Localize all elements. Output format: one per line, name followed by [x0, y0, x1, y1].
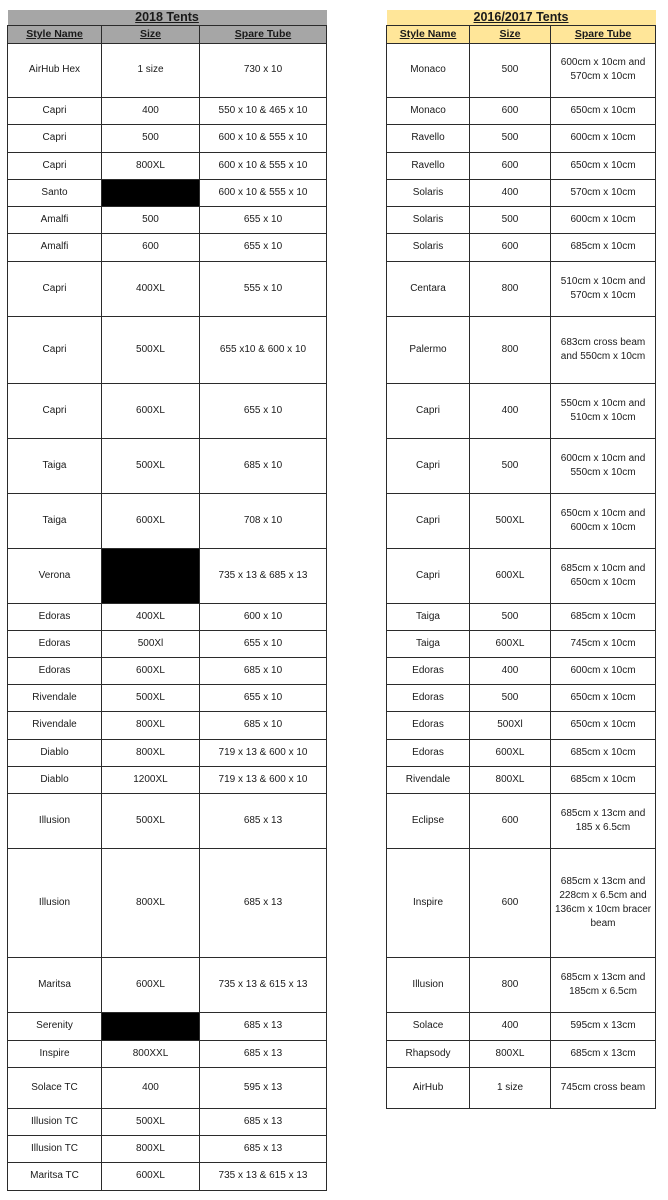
size-cell: 800XL: [470, 766, 551, 793]
table-row: [8, 233, 327, 261]
style-name-cell: Edoras: [8, 630, 102, 657]
size-cell: 600XL: [102, 1162, 200, 1190]
size-cell: 500: [470, 684, 551, 711]
style-name-cell: Santo: [8, 179, 102, 206]
table-row: [8, 684, 327, 711]
table-row: [387, 657, 656, 684]
style-name-cell: Capri: [8, 261, 102, 316]
spare-tube-cell: 650cm x 10cm and 600cm x 10cm: [551, 493, 656, 548]
style-name-cell: Inspire: [8, 1040, 102, 1067]
spare-tube-cell: 600cm x 10cm and 570cm x 10cm: [551, 43, 656, 97]
table-row: [387, 548, 656, 603]
table-row: [387, 316, 656, 383]
size-cell: 500XL: [102, 684, 200, 711]
table-body: [387, 43, 656, 1108]
table-row: [8, 152, 327, 179]
style-name-cell: Rivendale: [387, 766, 470, 793]
size-cell: 400XL: [102, 603, 200, 630]
table-row: [387, 97, 656, 124]
table-row: [8, 179, 327, 206]
spare-tube-cell: 655 x 10: [200, 383, 327, 438]
spare-tube-cell: 555 x 10: [200, 261, 327, 316]
spare-tube-cell: 600cm x 10cm: [551, 206, 656, 233]
table-row: [8, 739, 327, 766]
size-cell: 800: [470, 261, 551, 316]
table-row: [8, 957, 327, 1012]
size-cell: 500XL: [470, 493, 551, 548]
spare-tube-cell: 650cm x 10cm: [551, 97, 656, 124]
table-row: [387, 848, 656, 957]
size-cell: 500Xl: [470, 711, 551, 739]
style-name-cell: Verona: [8, 548, 102, 603]
size-cell: 600XL: [102, 493, 200, 548]
spare-tube-cell: 685 x 10: [200, 711, 327, 739]
table-row: [8, 206, 327, 233]
style-name-cell: AirHub Hex: [8, 43, 102, 97]
size-cell: 400: [470, 383, 551, 438]
style-name-cell: Amalfi: [8, 233, 102, 261]
size-cell: 600XL: [470, 548, 551, 603]
table-row: [8, 1135, 327, 1162]
table-row: [387, 603, 656, 630]
spare-tube-cell: 685cm x 10cm and 650cm x 10cm: [551, 548, 656, 603]
column-header-spare-tube: Spare Tube: [200, 25, 327, 43]
style-name-cell: Diablo: [8, 739, 102, 766]
spare-tube-cell: 600 x 10 & 555 x 10: [200, 152, 327, 179]
style-name-cell: Eclipse: [387, 793, 470, 848]
table-row: [8, 848, 327, 957]
spare-tube-cell: 685cm x 13cm and 185 x 6.5cm: [551, 793, 656, 848]
table-row: [8, 793, 327, 848]
style-name-cell: Illusion: [387, 957, 470, 1012]
spare-tube-cell: 650cm x 10cm: [551, 711, 656, 739]
table-row: [387, 739, 656, 766]
style-name-cell: Taiga: [8, 438, 102, 493]
style-name-cell: Edoras: [387, 684, 470, 711]
size-cell: 600XL: [102, 957, 200, 1012]
size-cell: 600XL: [102, 383, 200, 438]
style-name-cell: Taiga: [8, 493, 102, 548]
size-cell: 400: [470, 179, 551, 206]
style-name-cell: Palermo: [387, 316, 470, 383]
style-name-cell: Rivendale: [8, 711, 102, 739]
table-row: [387, 1067, 656, 1108]
column-header-spare-tube: Spare Tube: [551, 25, 656, 43]
style-name-cell: Solaris: [387, 233, 470, 261]
style-name-cell: Solaris: [387, 206, 470, 233]
table-row: [8, 711, 327, 739]
style-name-cell: Illusion: [8, 848, 102, 957]
table-row: [387, 1040, 656, 1067]
table-row: [8, 1162, 327, 1190]
style-name-cell: Capri: [8, 97, 102, 124]
table-row: [387, 261, 656, 316]
size-cell: 600XL: [470, 630, 551, 657]
spare-tube-cell: 510cm x 10cm and 570cm x 10cm: [551, 261, 656, 316]
spare-tube-cell: 685cm x 13cm and 228cm x 6.5cm and 136cm x 10cm bracer beam: [551, 848, 656, 957]
spare-tube-cell: 655 x 10: [200, 206, 327, 233]
table-row: [387, 1012, 656, 1040]
table-2016-2017-tents: [386, 10, 656, 1109]
table-row: [387, 233, 656, 261]
table-row: [387, 383, 656, 438]
table-row: [387, 711, 656, 739]
size-cell: 500: [470, 206, 551, 233]
table-row: [8, 630, 327, 657]
size-cell: 800XL: [102, 1135, 200, 1162]
spare-tube-cell: 570cm x 10cm: [551, 179, 656, 206]
size-cell: 800XL: [102, 848, 200, 957]
size-cell: 800XL: [470, 1040, 551, 1067]
size-cell: 500Xl: [102, 630, 200, 657]
table-row: [387, 766, 656, 793]
style-name-cell: Edoras: [8, 657, 102, 684]
spare-tube-cell: 719 x 13 & 600 x 10: [200, 766, 327, 793]
spare-tube-cell: 550cm x 10cm and 510cm x 10cm: [551, 383, 656, 438]
table-row: [387, 630, 656, 657]
style-name-cell: Inspire: [387, 848, 470, 957]
style-name-cell: Amalfi: [8, 206, 102, 233]
table-row: [8, 43, 327, 97]
table-row: [8, 97, 327, 124]
style-name-cell: Solaris: [387, 179, 470, 206]
spare-tube-cell: 685 x 13: [200, 1135, 327, 1162]
size-cell: 500: [470, 603, 551, 630]
table-row: [8, 657, 327, 684]
style-name-cell: Centara: [387, 261, 470, 316]
size-cell: 800XL: [102, 711, 200, 739]
style-name-cell: Edoras: [387, 739, 470, 766]
size-cell: 500: [102, 124, 200, 152]
spare-tube-cell: 745cm cross beam: [551, 1067, 656, 1108]
spare-tube-cell: 600 x 10 & 555 x 10: [200, 124, 327, 152]
style-name-cell: Capri: [387, 548, 470, 603]
redacted-size-cell: [102, 548, 200, 603]
spare-tube-cell: 655 x 10: [200, 630, 327, 657]
table-row: [8, 261, 327, 316]
size-cell: 500XL: [102, 316, 200, 383]
style-name-cell: Rivendale: [8, 684, 102, 711]
size-cell: 1200XL: [102, 766, 200, 793]
spare-tube-cell: 655 x10 & 600 x 10: [200, 316, 327, 383]
style-name-cell: Ravello: [387, 152, 470, 179]
table-row: [8, 1067, 327, 1108]
table-row: [8, 766, 327, 793]
table-row: [8, 1040, 327, 1067]
spare-tube-cell: 685 x 13: [200, 848, 327, 957]
table-row: [387, 152, 656, 179]
table-row: [387, 43, 656, 97]
table-row: [387, 493, 656, 548]
size-cell: 400: [102, 1067, 200, 1108]
size-cell: 400: [470, 1012, 551, 1040]
table-row: [387, 438, 656, 493]
column-header-style-name: Style Name: [8, 25, 102, 43]
spare-tube-cell: 650cm x 10cm: [551, 152, 656, 179]
table-row: [387, 957, 656, 1012]
size-cell: 500XL: [102, 1108, 200, 1135]
size-cell: 400XL: [102, 261, 200, 316]
table-title: 2016/2017 Tents: [387, 10, 656, 25]
style-name-cell: Rhapsody: [387, 1040, 470, 1067]
size-cell: 500: [470, 124, 551, 152]
size-cell: 600: [102, 233, 200, 261]
style-name-cell: Solace TC: [8, 1067, 102, 1108]
table-row: [8, 316, 327, 383]
spare-tube-cell: 719 x 13 & 600 x 10: [200, 739, 327, 766]
spare-tube-cell: 685 x 10: [200, 657, 327, 684]
style-name-cell: Taiga: [387, 603, 470, 630]
size-cell: 400: [470, 657, 551, 684]
size-cell: 600: [470, 97, 551, 124]
table-row: [387, 793, 656, 848]
spare-tube-cell: 600 x 10 & 555 x 10: [200, 179, 327, 206]
style-name-cell: Maritsa: [8, 957, 102, 1012]
spare-tube-cell: 600cm x 10cm: [551, 657, 656, 684]
table-row: [8, 124, 327, 152]
table-row: [387, 179, 656, 206]
size-cell: 1 size: [102, 43, 200, 97]
style-name-cell: Capri: [387, 383, 470, 438]
table-row: [387, 124, 656, 152]
style-name-cell: Ravello: [387, 124, 470, 152]
size-cell: 800: [470, 957, 551, 1012]
spare-tube-cell: 595 x 13: [200, 1067, 327, 1108]
spare-tube-cell: 685cm x 10cm: [551, 603, 656, 630]
size-cell: 600: [470, 233, 551, 261]
table-row: [387, 684, 656, 711]
style-name-cell: AirHub: [387, 1067, 470, 1108]
style-name-cell: Illusion TC: [8, 1135, 102, 1162]
spare-tube-cell: 600 x 10: [200, 603, 327, 630]
table-row: [8, 603, 327, 630]
column-header-size: Size: [470, 25, 551, 43]
style-name-cell: Illusion: [8, 793, 102, 848]
table-row: [387, 206, 656, 233]
spare-tube-cell: 708 x 10: [200, 493, 327, 548]
spare-tube-cell: 730 x 10: [200, 43, 327, 97]
table-row: [8, 548, 327, 603]
size-cell: 600XL: [102, 657, 200, 684]
spare-tube-cell: 685cm x 13cm and 185cm x 6.5cm: [551, 957, 656, 1012]
size-cell: 500: [470, 438, 551, 493]
spare-tube-cell: 655 x 10: [200, 233, 327, 261]
style-name-cell: Monaco: [387, 43, 470, 97]
style-name-cell: Capri: [8, 124, 102, 152]
spare-tube-cell: 685cm x 10cm: [551, 739, 656, 766]
size-cell: 800XL: [102, 739, 200, 766]
table-body: [8, 43, 327, 1190]
spare-tube-cell: 685 x 13: [200, 1040, 327, 1067]
size-cell: 1 size: [470, 1067, 551, 1108]
spare-tube-cell: 600cm x 10cm: [551, 124, 656, 152]
style-name-cell: Diablo: [8, 766, 102, 793]
size-cell: 500: [470, 43, 551, 97]
column-header-style-name: Style Name: [387, 25, 470, 43]
spare-tube-cell: 745cm x 10cm: [551, 630, 656, 657]
table-row: [8, 493, 327, 548]
style-name-cell: Edoras: [387, 711, 470, 739]
size-cell: 800XL: [102, 152, 200, 179]
spare-tube-cell: 735 x 13 & 615 x 13: [200, 957, 327, 1012]
style-name-cell: Taiga: [387, 630, 470, 657]
table-2018-tents: [7, 10, 327, 1191]
spare-tube-cell: 683cm cross beam and 550cm x 10cm: [551, 316, 656, 383]
spare-tube-cell: 650cm x 10cm: [551, 684, 656, 711]
style-name-cell: Solace: [387, 1012, 470, 1040]
spare-tube-cell: 655 x 10: [200, 684, 327, 711]
spare-tube-cell: 595cm x 13cm: [551, 1012, 656, 1040]
style-name-cell: Maritsa TC: [8, 1162, 102, 1190]
spare-tube-cell: 550 x 10 & 465 x 10: [200, 97, 327, 124]
style-name-cell: Edoras: [8, 603, 102, 630]
redacted-size-cell: [102, 1012, 200, 1040]
size-cell: 800: [470, 316, 551, 383]
redacted-size-cell: [102, 179, 200, 206]
style-name-cell: Capri: [8, 316, 102, 383]
size-cell: 500: [102, 206, 200, 233]
table-row: [8, 1108, 327, 1135]
spare-tube-cell: 685 x 10: [200, 438, 327, 493]
size-cell: 500XL: [102, 793, 200, 848]
style-name-cell: Illusion TC: [8, 1108, 102, 1135]
style-name-cell: Capri: [8, 383, 102, 438]
style-name-cell: Capri: [387, 493, 470, 548]
spare-tube-cell: 685cm x 10cm: [551, 766, 656, 793]
spare-tube-cell: 685 x 13: [200, 1012, 327, 1040]
style-name-cell: Capri: [387, 438, 470, 493]
style-name-cell: Serenity: [8, 1012, 102, 1040]
table-row: [8, 1012, 327, 1040]
spare-tube-cell: 685 x 13: [200, 793, 327, 848]
size-cell: 400: [102, 97, 200, 124]
table-row: [8, 383, 327, 438]
size-cell: 600: [470, 152, 551, 179]
size-cell: 800XXL: [102, 1040, 200, 1067]
column-header-size: Size: [102, 25, 200, 43]
style-name-cell: Monaco: [387, 97, 470, 124]
size-cell: 600: [470, 848, 551, 957]
size-cell: 500XL: [102, 438, 200, 493]
table-title: 2018 Tents: [8, 10, 327, 25]
spare-tube-cell: 735 x 13 & 615 x 13: [200, 1162, 327, 1190]
size-cell: 600: [470, 793, 551, 848]
style-name-cell: Edoras: [387, 657, 470, 684]
table-row: [8, 438, 327, 493]
spare-tube-cell: 685cm x 13cm: [551, 1040, 656, 1067]
spare-tube-cell: 600cm x 10cm and 550cm x 10cm: [551, 438, 656, 493]
style-name-cell: Capri: [8, 152, 102, 179]
spare-tube-cell: 685cm x 10cm: [551, 233, 656, 261]
size-cell: 600XL: [470, 739, 551, 766]
spare-tube-cell: 735 x 13 & 685 x 13: [200, 548, 327, 603]
spare-tube-cell: 685 x 13: [200, 1108, 327, 1135]
